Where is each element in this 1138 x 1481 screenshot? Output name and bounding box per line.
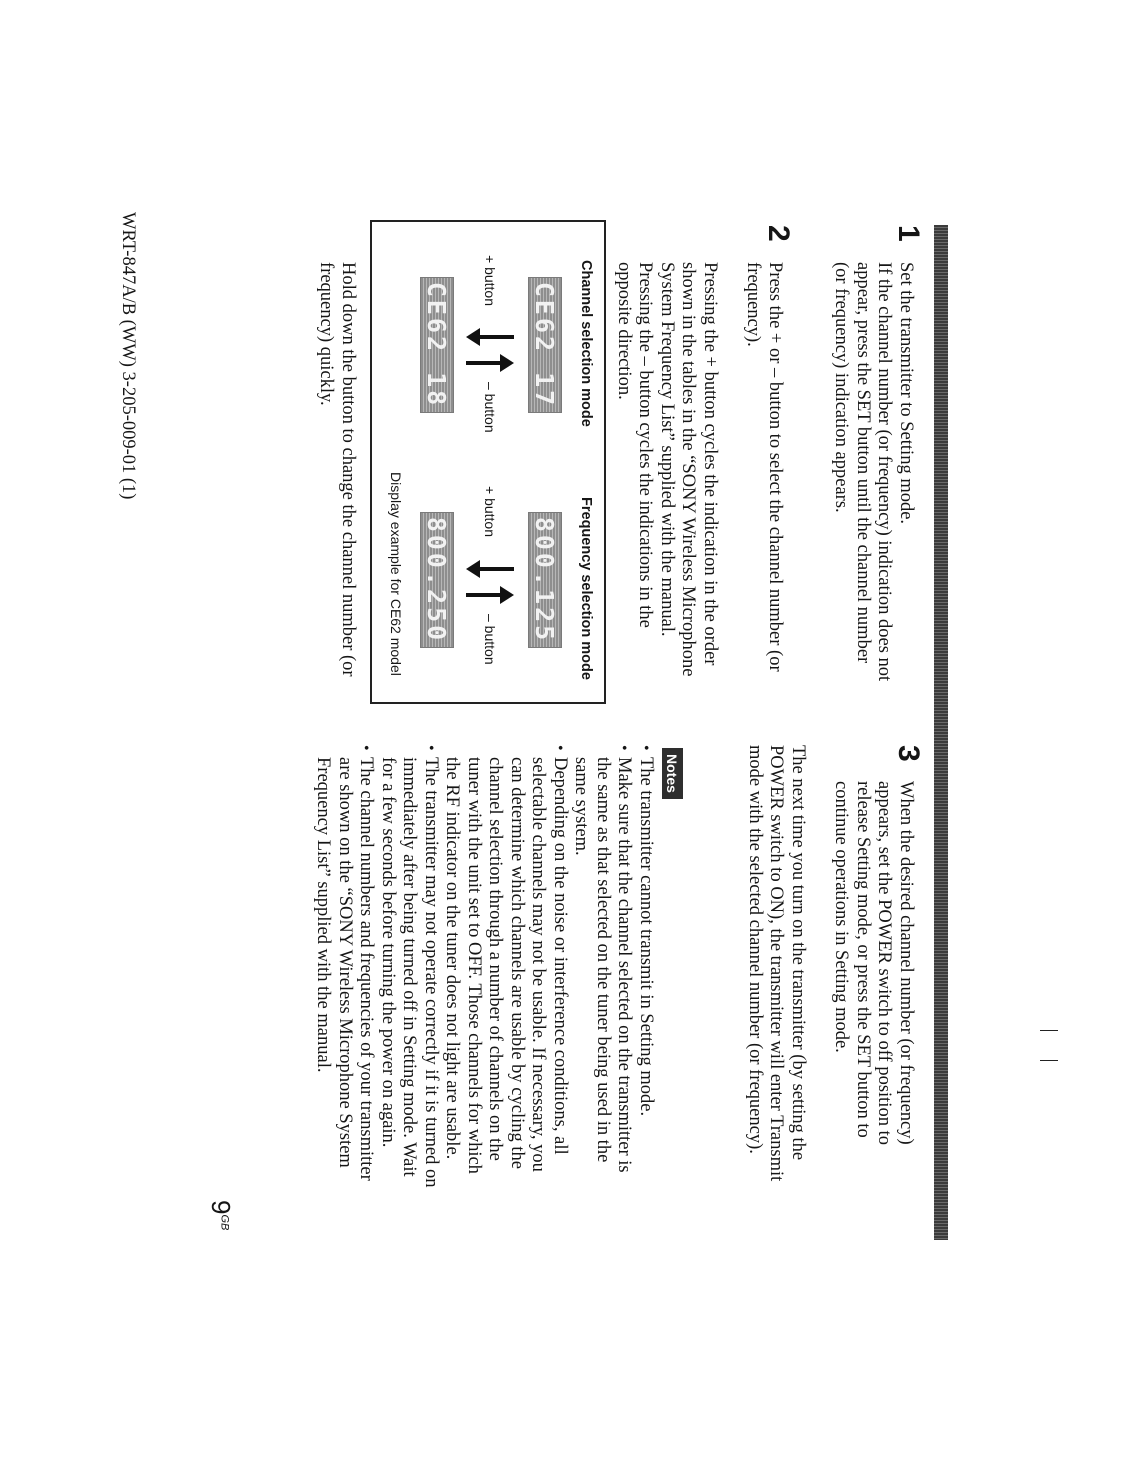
text-line: • The channel numbers and frequencies of your transmitter <box>356 757 377 1181</box>
hold-down-text <box>315 262 358 732</box>
text-line: the RF indicator on the tuner does not light are usable. <box>442 757 463 1160</box>
minus-button-label: – button <box>482 614 498 665</box>
text-line: can determine which channels are usable by cycling the <box>507 757 527 1169</box>
note-item <box>635 745 657 1240</box>
text-line: same system. <box>571 757 592 856</box>
step-1-number: 1 <box>892 225 925 242</box>
channel-mode-title: Channel selection mode <box>578 260 594 427</box>
frequency-lcd-top: 800.125 <box>528 512 562 648</box>
text-line: selectable channels may not be usable. If necessary, you <box>528 757 549 1172</box>
text-line: When the desired channel number (or frequency) <box>896 781 916 1145</box>
display-diagram <box>370 220 606 704</box>
document-footer: WRT-847A/B (WW) 3-205-009-01 (1) <box>118 212 138 500</box>
text-line: • The transmitter may not operate correctly if it is turned on <box>421 757 441 1188</box>
text-line: If the channel number (or frequency) indication does not <box>874 262 895 682</box>
margin-tick <box>1040 1030 1058 1031</box>
page-number-value: 9 <box>206 1200 236 1215</box>
text-line: shown in the tables in the “SONY Wireless Microphone <box>678 262 699 677</box>
frequency-lcd-bottom: 800.250 <box>420 512 454 648</box>
text-line: for a few seconds before turning the power on again. <box>378 757 398 1148</box>
plus-button-label: + button <box>482 255 498 306</box>
text-line: Press the + or – button to select the channel number (or <box>765 262 785 672</box>
text-line: frequency). <box>743 262 764 347</box>
step-1-text <box>830 262 916 722</box>
text-line: Frequency List” supplied with the manual. <box>313 757 334 1073</box>
text-line: continue operations in Setting mode. <box>831 781 852 1053</box>
notes-list <box>312 745 656 1240</box>
text-line: (or frequency) indication appears. <box>831 262 852 513</box>
text-line: opposite direction. <box>614 262 634 400</box>
note-item <box>441 745 570 1240</box>
page-number <box>205 1200 236 1230</box>
page-number-suffix: GB <box>218 1214 231 1231</box>
down-arrow-icon <box>462 558 518 580</box>
header-bar <box>934 225 948 1240</box>
note-item <box>377 745 442 1240</box>
text-line: release Setting mode, or press the SET button to <box>853 781 873 1138</box>
diagram-caption: Display example for CE62 model <box>388 472 404 676</box>
step-3-text <box>830 781 916 1231</box>
frequency-mode-title: Frequency selection mode <box>578 497 594 680</box>
text-line: System Frequency List” supplied with the manual. <box>657 262 677 637</box>
step-3-number: 3 <box>892 745 925 762</box>
step-2-text <box>742 262 785 722</box>
text-line: • Depending on the noise or interference conditions, all <box>550 757 570 1155</box>
step-2-number: 2 <box>762 225 795 242</box>
text-line: Pressing the – button cycles the indications in the <box>635 262 656 628</box>
up-arrow-icon <box>462 584 518 606</box>
text-line: Set the transmitter to Setting mode. <box>896 262 916 525</box>
plus-button-label: + button <box>482 486 498 537</box>
channel-lcd-bottom: CE62 18 <box>420 277 454 413</box>
text-line: The next time you turn on the transmitter (by setting the <box>788 745 808 1161</box>
minus-button-label: – button <box>482 382 498 433</box>
up-arrow-icon <box>462 352 518 374</box>
text-line: mode with the selected channel number (or frequency). <box>745 745 765 1154</box>
text-line: Hold down the button to change the channel number (or <box>338 262 358 677</box>
note-item <box>570 745 635 1240</box>
text-line: • Make sure that the channel selected on the transmitter is <box>614 757 635 1173</box>
text-line: channel selection through a number of channels on the <box>485 757 506 1161</box>
text-line: appear, press the SET button until the channel number <box>853 262 873 664</box>
text-line: Pressing the + button cycles the indication in the order <box>700 262 720 666</box>
text-line: appears, set the POWER switch to off position to <box>874 781 895 1145</box>
down-arrow-icon <box>462 326 518 348</box>
notes-section <box>312 745 656 1240</box>
next-time-text <box>744 745 809 1235</box>
text-line: • The transmitter cannot transmit in Setting mode. <box>636 757 656 1117</box>
text-line: frequency) quickly. <box>316 262 337 406</box>
text-line: the same as that selected on the tuner being used in the <box>593 757 613 1163</box>
step-2-paragraph <box>613 262 721 732</box>
notes-badge: Notes <box>662 748 683 799</box>
text-line: POWER switch to ON), the transmitter will enter Transmit <box>766 745 787 1182</box>
margin-tick <box>1040 1060 1058 1061</box>
text-line: are shown on the “SONY Wireless Microphone System <box>335 757 355 1168</box>
note-item <box>312 745 377 1240</box>
text-line: tuner with the unit set to OFF. Those channels for which <box>464 757 484 1174</box>
text-line: immediately after being turned off in Setting mode. Wait <box>399 757 420 1177</box>
channel-lcd-top: CE62 17 <box>528 277 562 413</box>
